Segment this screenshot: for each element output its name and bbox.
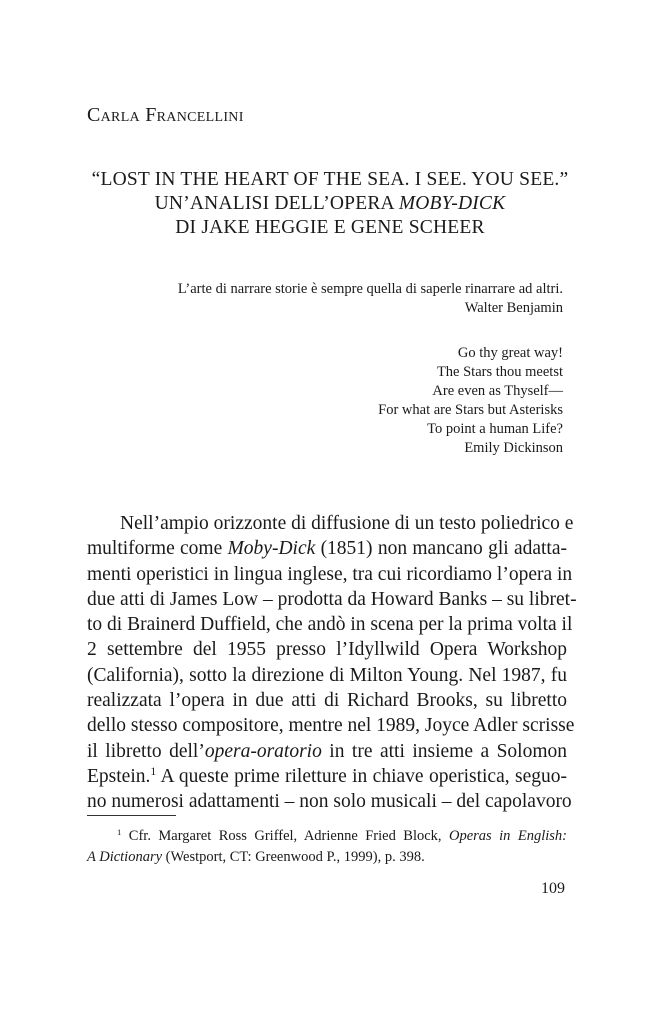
epigraph-author: Emily Dickinson — [464, 440, 563, 456]
epigraph-line: Go thy great way! — [457, 345, 563, 361]
body-line: 2 settembre del 1955 presso l’Idyllwild Opera Workshop — [87, 639, 567, 661]
title-line-2-text: UN’ANALISI DELL’OPERA — [154, 193, 399, 214]
body-text-run: Epstein. — [87, 765, 151, 787]
body-text-run: il libretto dell’ — [87, 740, 205, 762]
body-line: realizzata l’opera in due atti di Richard Brooks, su libretto — [87, 690, 567, 712]
footnote-number: 1 — [117, 826, 122, 837]
body-text-run: in tre atti insieme a Solomon — [321, 740, 567, 762]
author-name: Carla Francellini — [87, 104, 244, 126]
footnote-line — [87, 847, 567, 868]
body-line: due atti di James Low – prodotta da Howard Banks – su libret- — [87, 588, 577, 610]
body-line — [87, 739, 567, 764]
footnote — [87, 826, 567, 868]
body-text-run: multiforme come — [87, 538, 228, 560]
epigraph-line: The Stars thou meetst — [436, 364, 563, 380]
title-line-3: DI JAKE HEGGIE E GENE SCHEER — [175, 217, 485, 238]
body-text-run: (1851) non mancano gli adatta- — [315, 538, 567, 560]
title-line-2-italic: MOBY-DICK — [398, 193, 506, 214]
epigraph-line: To point a human Life? — [427, 421, 563, 437]
footnote-text-run: Cfr. Margaret Ross Griffel, Adrienne Fried Block, — [121, 828, 449, 844]
footnote-italic-run: Operas in English: — [449, 828, 568, 844]
page-number: 109 — [541, 880, 565, 897]
body-text-run: A queste prime riletture in chiave operistica, seguo- — [156, 765, 567, 787]
body-paragraph — [87, 511, 577, 815]
footnote-text-run: (Westport, CT: Greenwood P., 1999), p. 398. — [162, 849, 425, 865]
epigraph-line: For what are Stars but Asterisks — [378, 402, 563, 418]
body-line: Nell’ampio orizzonte di diffusione di un testo poliedrico e — [120, 513, 574, 534]
footnote-line — [87, 826, 567, 847]
footnote-italic-run: A Dictionary — [87, 849, 163, 865]
body-line: (California), sotto la direzione di Milton Young. Nel 1987, fu — [87, 664, 567, 686]
body-line: menti operistici in lingua inglese, tra cui ricordiamo l’opera in — [87, 563, 573, 585]
body-italic-run: Moby-Dick — [227, 538, 316, 560]
body-italic-run: opera-oratorio — [204, 740, 322, 762]
body-line — [87, 764, 567, 789]
title-line-1: “LOST IN THE HEART OF THE SEA. I SEE. YOU SEE.” — [91, 169, 569, 190]
body-line: to di Brainerd Duffield, che andò in scena per la prima volta il — [87, 614, 573, 636]
epigraph-line: L’arte di narrare storie è sempre quella di saperle rinarrare ad altri. — [177, 281, 563, 297]
chapter-title — [80, 168, 580, 240]
epigraph-line: Are even as Thyself— — [432, 383, 563, 399]
footnote-ref[interactable]: 1 — [150, 764, 157, 778]
epigraph-author: Walter Benjamin — [464, 300, 563, 316]
footnote-divider — [87, 815, 176, 816]
body-line: no numerosi adattamenti – non solo musicali – del capolavoro — [87, 791, 572, 813]
body-line — [87, 536, 567, 561]
epigraph-dickinson — [378, 344, 563, 458]
epigraph-benjamin — [178, 280, 563, 318]
body-line: dello stesso compositore, mentre nel 1989, Joyce Adler scrisse — [87, 715, 575, 737]
title-line-2 — [80, 192, 580, 216]
